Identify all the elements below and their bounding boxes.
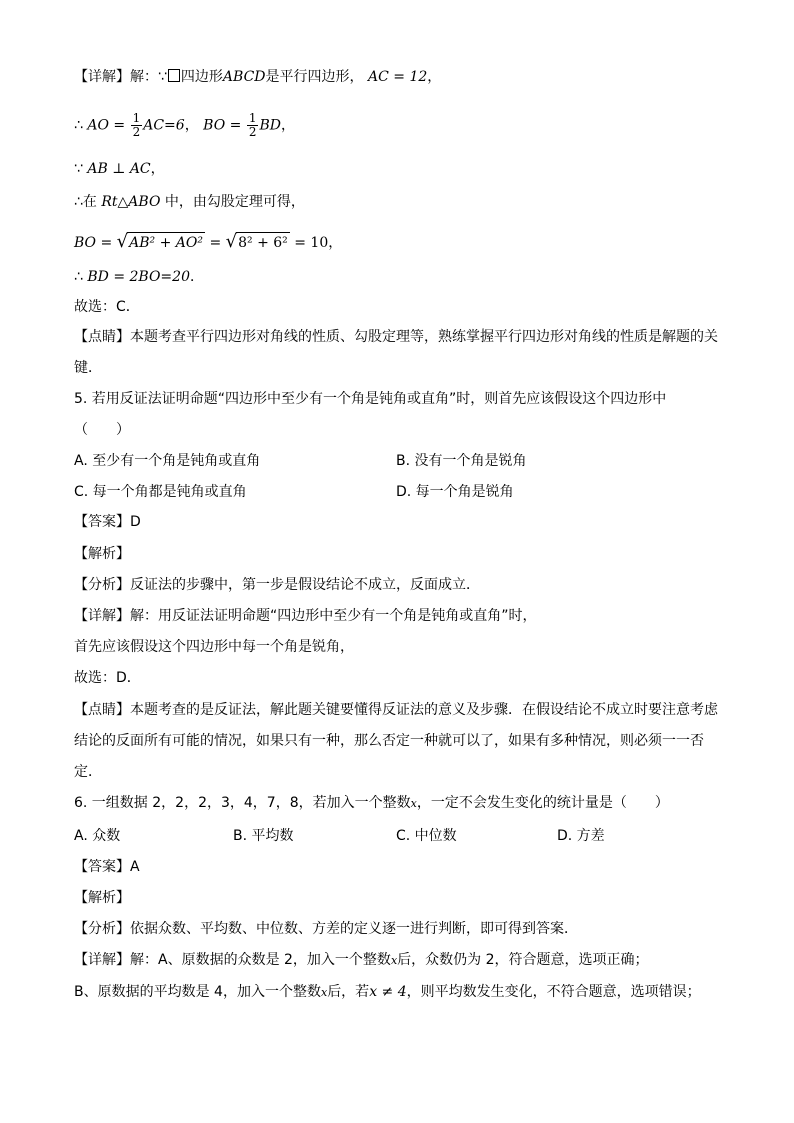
detail-tag: 【详解】	[74, 952, 130, 968]
remark-tag: 【点睛】	[74, 329, 130, 345]
analysis-tag: 【分析】	[74, 577, 130, 593]
square-symbol-icon	[168, 69, 180, 82]
q5-answer: 【答案】D	[74, 514, 141, 530]
remark-tag: 【点睛】	[74, 702, 130, 718]
q6-detail-line2: B、原数据的平均数是 4，加入一个整数x后，若x ≠ 4，则平均数发生变化，不符合题意，选项错误；	[74, 984, 701, 1000]
q5-remark-line3: 定．	[74, 764, 102, 780]
q4-detail-line4: ∴在 Rt△ABO 中，由勾股定理可得，	[74, 194, 305, 210]
q4-choose: 故选：C．	[74, 299, 140, 315]
detail-tag: 【详解】	[74, 69, 130, 85]
q5-detail-line3: 故选：D．	[74, 670, 141, 686]
q6-analysis: 【分析】依据众数、平均数、中位数、方差的定义逐一进行判断，即可得到答案．	[74, 921, 578, 937]
q5-remark-line2: 结论的反面所有可能的情况，如果只有一种，那么否定一种就可以了，如果有多种情况，则必须一一否	[74, 733, 704, 749]
q4-detail-line5: BO = √AB² + AO² = √8² + 6² = 10，	[74, 231, 343, 252]
q5-detail-line1: 【详解】解：用反证法证明命题“四边形中至少有一个角是钝角或直角”时，	[74, 608, 537, 624]
fraction-half: $\frac{1}{2}$	[132, 111, 141, 139]
q4-detail-line1: 【详解】解：∵ 四边形ABCD是平行四边形， AC = 12，	[74, 69, 442, 85]
answer-tag: 【答案】	[74, 514, 130, 530]
q6-answer: 【答案】A	[74, 859, 140, 875]
q4-remark-line1: 【点睛】本题考查平行四边形对角线的性质、勾股定理等，熟练掌握平行四边形对角线的性质是解题的关	[74, 329, 718, 345]
q5-remark-line1: 【点睛】本题考查的是反证法，解此题关键要懂得反证法的意义及步骤．在假设结论不成立时要注意考虑	[74, 702, 718, 718]
q5-detail-line2: 首先应该假设这个四边形中每一个角是锐角，	[74, 639, 354, 655]
q5-stem-line1: 5. 若用反证法证明命题“四边形中至少有一个角是钝角或直角”时，则首先应该假设这个四边形中	[74, 391, 667, 407]
answer-tag: 【答案】	[74, 859, 130, 875]
q6-detail-line1: 【详解】解：A、原数据的众数是 2，加入一个整数x后，众数仍为 2，符合题意，选项正确；	[74, 952, 649, 968]
q4-remark-line2: 键．	[74, 360, 102, 376]
q5-analysis: 【分析】反证法的步骤中，第一步是假设结论不成立，反面成立．	[74, 577, 480, 593]
q5-option-d: D. 每一个角是锐角	[396, 484, 514, 500]
q4-detail-line2: ∴ AO = $\frac{1}{2}$ AC=6， BO = $\frac{1}{2}$ BD，	[74, 111, 295, 139]
q6-option-b: B. 平均数	[233, 828, 294, 844]
q5-stem-line2: （ ）	[74, 422, 130, 438]
q6-option-c: C. 中位数	[396, 828, 457, 844]
q4-detail-line3: ∵ AB ⊥ AC，	[74, 161, 165, 177]
analysis-tag: 【分析】	[74, 921, 130, 937]
fraction-half: $\frac{1}{2}$	[248, 111, 257, 139]
detail-tag: 【详解】	[74, 608, 130, 624]
q6-analysis-heading: 【解析】	[74, 890, 130, 906]
q6-option-d: D. 方差	[557, 828, 605, 844]
q5-option-c: C. 每一个角都是钝角或直角	[74, 484, 247, 500]
q5-analysis-heading: 【解析】	[74, 546, 130, 562]
sqrt-icon: √	[116, 231, 129, 252]
q4-detail-line6: ∴ BD = 2BO=20．	[74, 269, 204, 285]
q6-option-a: A. 众数	[74, 828, 121, 844]
q5-option-a: A. 至少有一个角是钝角或直角	[74, 453, 261, 469]
sqrt-icon: √	[225, 231, 238, 252]
q5-option-b: B. 没有一个角是锐角	[396, 453, 527, 469]
q6-stem: 6. 一组数据 2，2，2，3，4，7，8，若加入一个整数x，一定不会发生变化的统计量是（ ）	[74, 795, 669, 811]
